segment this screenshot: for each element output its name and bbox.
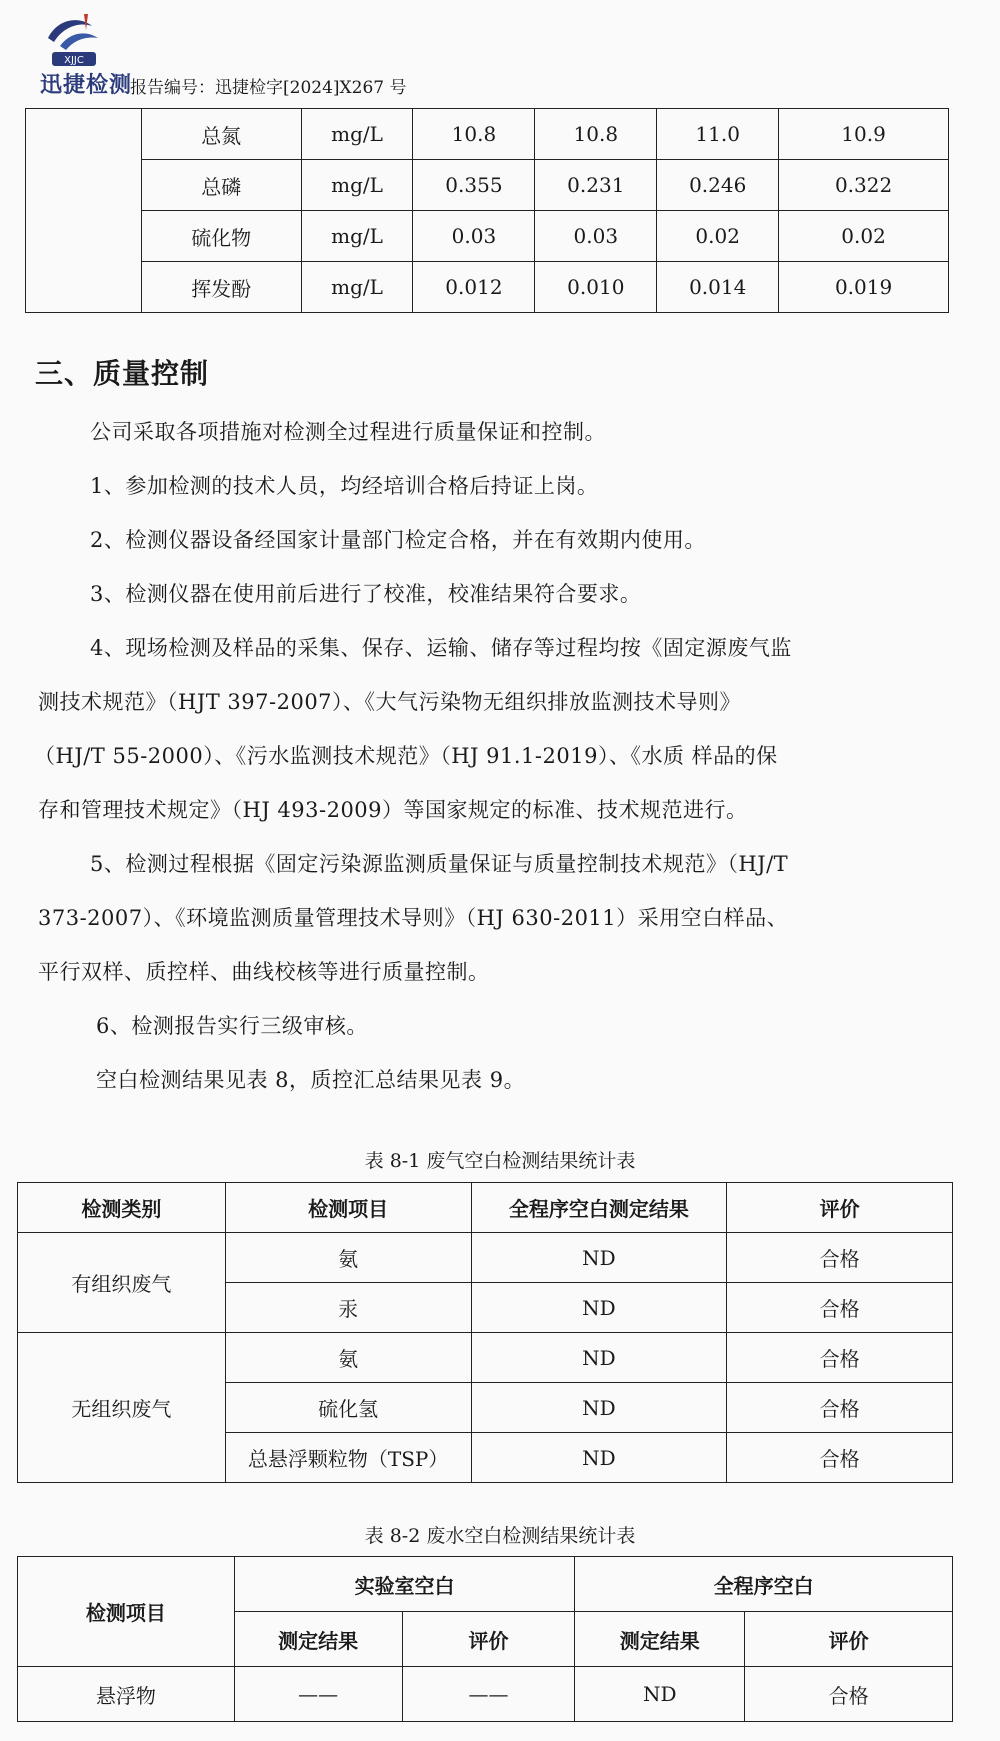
page-header (40, 8, 940, 98)
lab-eval-cell: —— (402, 1667, 575, 1722)
value-cell: 0.355 (413, 160, 535, 211)
value-cell: 0.019 (779, 262, 949, 313)
item-cell: 硫化氢 (225, 1383, 471, 1433)
eval-cell: 合格 (727, 1233, 953, 1283)
lab-result-cell: —— (234, 1667, 402, 1722)
item-6: 6、检测报告实行三级审核。 (96, 1014, 368, 1038)
intro-paragraph: 公司采取各项措施对检测全过程进行质量保证和控制。 (90, 420, 606, 444)
unit-cell: mg/L (301, 262, 413, 313)
result-cell: ND (471, 1333, 727, 1383)
item-4-line-2: 测技术规范》（HJT 397-2007）、《大气污染物无组织排放监测技术导则》 (38, 690, 742, 714)
header-full-result: 测定结果 (575, 1612, 745, 1667)
item-cell: 总磷 (141, 160, 301, 211)
company-logo-icon (40, 8, 110, 70)
item-cell: 硫化物 (141, 211, 301, 262)
header-lab-result: 测定结果 (234, 1612, 402, 1667)
value-cell: 0.014 (657, 262, 779, 313)
item-cell: 氨 (225, 1333, 471, 1383)
item-cell: 汞 (225, 1283, 471, 1333)
summary-paragraph: 空白检测结果见表 8，质控汇总结果见表 9。 (96, 1068, 526, 1092)
header-lab-blank: 实验室空白 (234, 1557, 575, 1612)
value-cell: 0.03 (535, 211, 657, 262)
table-8-1 (17, 1182, 953, 1483)
top-results-table (25, 108, 949, 313)
item-cell: 氨 (225, 1233, 471, 1283)
eval-cell: 合格 (727, 1383, 953, 1433)
item-5-line-1: 5、检测过程根据《固定污染源监测质量保证与质量控制技术规范》（HJ/T (90, 852, 789, 876)
result-cell: ND (471, 1383, 727, 1433)
category-cell: 有组织废气 (18, 1233, 226, 1333)
value-cell: 0.02 (779, 211, 949, 262)
table-row (26, 211, 949, 262)
header-eval: 评价 (727, 1183, 953, 1233)
table-row (18, 1233, 953, 1283)
table-8-2 (17, 1556, 953, 1722)
logo-text: XJJC (64, 55, 84, 66)
result-cell: ND (471, 1433, 727, 1483)
table-8-2-caption: 表 8-2 废水空白检测结果统计表 (364, 1525, 636, 1547)
item-5-line-3: 平行双样、质控样、曲线校核等进行质量控制。 (38, 960, 490, 984)
header-item: 检测项目 (18, 1557, 235, 1667)
value-cell: 0.03 (413, 211, 535, 262)
table-row (26, 109, 949, 160)
value-cell: 0.322 (779, 160, 949, 211)
value-cell: 0.02 (657, 211, 779, 262)
unit-cell: mg/L (301, 109, 413, 160)
empty-category-cell (26, 109, 142, 313)
eval-cell: 合格 (727, 1433, 953, 1483)
table-row (18, 1333, 953, 1383)
item-4-line-1: 4、现场检测及样品的采集、保存、运输、储存等过程均按《固定源废气监 (90, 636, 792, 660)
table-row (18, 1667, 953, 1722)
result-cell: ND (471, 1283, 727, 1333)
value-cell: 0.246 (657, 160, 779, 211)
eval-cell: 合格 (727, 1283, 953, 1333)
value-cell: 10.8 (535, 109, 657, 160)
result-cell: ND (471, 1233, 727, 1283)
value-cell: 0.010 (535, 262, 657, 313)
category-cell: 无组织废气 (18, 1333, 226, 1483)
item-4-line-3: （HJ/T 55-2000）、《污水监测技术规范》（HJ 91.1-2019）、《水质 样品的保 (34, 744, 778, 768)
report-number: 报告编号：迅捷检字[2024]X267 号 (130, 78, 407, 98)
full-eval-cell: 合格 (745, 1667, 953, 1722)
item-3: 3、检测仪器在使用前后进行了校准，校准结果符合要求。 (90, 582, 642, 606)
full-result-cell: ND (575, 1667, 745, 1722)
header-result: 全程序空白测定结果 (471, 1183, 727, 1233)
eval-cell: 合格 (727, 1333, 953, 1383)
item-cell: 悬浮物 (18, 1667, 235, 1722)
item-cell: 总氮 (141, 109, 301, 160)
section-title: 三、质量控制 (35, 357, 210, 390)
header-category: 检测类别 (18, 1183, 226, 1233)
brand-name: 迅捷检测 (40, 73, 133, 98)
table-row (26, 160, 949, 211)
unit-cell: mg/L (301, 211, 413, 262)
value-cell: 10.8 (413, 109, 535, 160)
table-header-row (18, 1557, 953, 1612)
item-2: 2、检测仪器设备经国家计量部门检定合格，并在有效期内使用。 (90, 528, 706, 552)
item-1: 1、参加检测的技术人员，均经培训合格后持证上岗。 (90, 474, 599, 498)
item-5-line-2: 373-2007）、《环境监测质量管理技术导则》（HJ 630-2011）采用空白样品、 (38, 906, 789, 930)
table-header-row (18, 1183, 953, 1233)
header-full-eval: 评价 (745, 1612, 953, 1667)
unit-cell: mg/L (301, 160, 413, 211)
header-lab-eval: 评价 (402, 1612, 575, 1667)
value-cell: 11.0 (657, 109, 779, 160)
item-cell: 总悬浮颗粒物（TSP） (225, 1433, 471, 1483)
header-item: 检测项目 (225, 1183, 471, 1233)
value-cell: 10.9 (779, 109, 949, 160)
item-4-line-4: 存和管理技术规定》（HJ 493-2009）等国家规定的标准、技术规范进行。 (38, 798, 748, 822)
value-cell: 0.231 (535, 160, 657, 211)
item-cell: 挥发酚 (141, 262, 301, 313)
value-cell: 0.012 (413, 262, 535, 313)
table-8-1-caption: 表 8-1 废气空白检测结果统计表 (364, 1150, 636, 1172)
table-row (26, 262, 949, 313)
header-full-blank: 全程序空白 (575, 1557, 953, 1612)
